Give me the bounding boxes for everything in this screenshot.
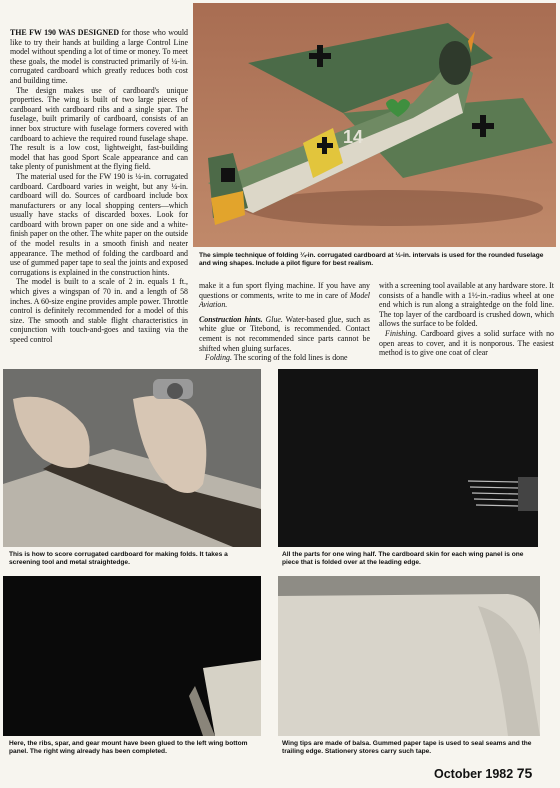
caption-wing-tips: Wing tips are made of balsa. Gummed paper tape is used to seal seams and the trailing edge. Stationery stores carry such tape. — [282, 740, 532, 756]
photo-fw190-model — [193, 3, 556, 247]
paragraph-intro: THE FW 190 WAS DESIGNED for those who would like to try their hands at building a large Control Line model without spending a lot of time or money. To meet these goals, the model is constructed primarily of ¼-in. corrugated cardboard which greatly reduces both cost and building time. — [10, 28, 188, 85]
paragraph-contact: make it a fun sport flying machine. If you have any questions or comments, write to me in care of Model Aviation. — [199, 281, 370, 310]
photo-scoring-cardboard — [3, 369, 261, 547]
page-number: 75 — [516, 765, 533, 781]
wing-parts-illustration — [278, 369, 538, 547]
paragraph-design: The design makes use of cardboard's unique properties. The wing is built of two large pieces of cardboard with cardboard ribs and a single spar. The fuselage, built primarily of cardboard, consists of an inner box structure with fuselage formers covered with cardboard to achieve the required round fuselage shape. The result is a low cost, lightweight, fast-building model that has good Sport Scale appearance and can take plenty of punishment at the flying field. — [10, 85, 188, 172]
photo-ribs-spar — [3, 576, 261, 736]
article-column-3 — [379, 281, 554, 358]
paragraph-scale: The model is built to a scale of 2 in. equals 1 ft., which gives a wingspan of 70 in. and a length of 58 inches. A 60-size engine provides ample power. Throttle control is definitely recommended for a model of this size. The smooth and stable flight characteristics in conjunction with touch-and-goes and taxiing via the speed control — [10, 277, 188, 344]
paragraph-folding: Folding. The scoring of the fold lines is done — [205, 353, 348, 363]
photo-wing-tips — [278, 576, 540, 736]
page-footer — [434, 765, 554, 781]
fuselage-number: 14 — [343, 127, 364, 147]
caption-ribs-spar: Here, the ribs, spar, and gear mount have been glued to the left wing bottom panel. The right wing already has been completed. — [9, 740, 248, 756]
article-column-2 — [199, 281, 370, 363]
paragraph-material: The material used for the FW 190 is ¼-in. corrugated cardboard. Cardboard varies in weight, but any ¼-in. cardboard will do. Sources of cardboard include box manufacturers or any local shopping centers—which usually have stacks of discarded boxes. Look for cardboard with brown paper on one side and a white-finish paper on the other. The white paper on the outside of the model results in a smooth finish and neater appearance. The method of folding the cardboard and use of gummed paper tape to seal the joints and exposed corrugations is explained in the construction hints. — [10, 171, 189, 277]
article-column-1 — [10, 28, 188, 345]
wing-tip-illustration — [278, 576, 540, 736]
photo-wing-parts — [278, 369, 538, 547]
issue-date: October 1982 — [434, 767, 514, 781]
caption-scoring: This is how to score corrugated cardboard for making folds. It takes a screening tool and metal straightedge. — [9, 551, 228, 567]
paragraph-screening-tool: with a screening tool available at any hardware store. It consists of a handle with a 1½-in.-radius wheel at one end which is run along a straightedge on the fold line. The top layer of the cardboard is crushed down, which allows the surface to be folded. — [379, 281, 554, 329]
caption-top-photo: The simple technique of folding ¼-in. corrugated cardboard at ½-in. intervals is used for the rounded fuselage and wing shapes. Include a pilot figure for best realism. — [199, 252, 544, 268]
fw190-photo-illustration — [193, 3, 556, 247]
caption-wing-parts: All the parts for one wing half. The cardboard skin for each wing panel is one piece that is folded over at the leading edge. — [282, 551, 524, 567]
ribs-spar-illustration — [3, 576, 261, 736]
paragraph-construction-hints: Construction hints. Glue. Water-based glue, such as white glue or Titebond, is recommended. Contact cement is not recommended since parts cannot be shifted when gluing surfaces. — [199, 314, 371, 353]
scoring-photo-illustration — [3, 369, 261, 547]
paragraph-finishing: Finishing. Cardboard gives a solid surface with no open areas to cover, and it is nonporous. The easiest method is to give one coat of clear — [379, 328, 554, 358]
